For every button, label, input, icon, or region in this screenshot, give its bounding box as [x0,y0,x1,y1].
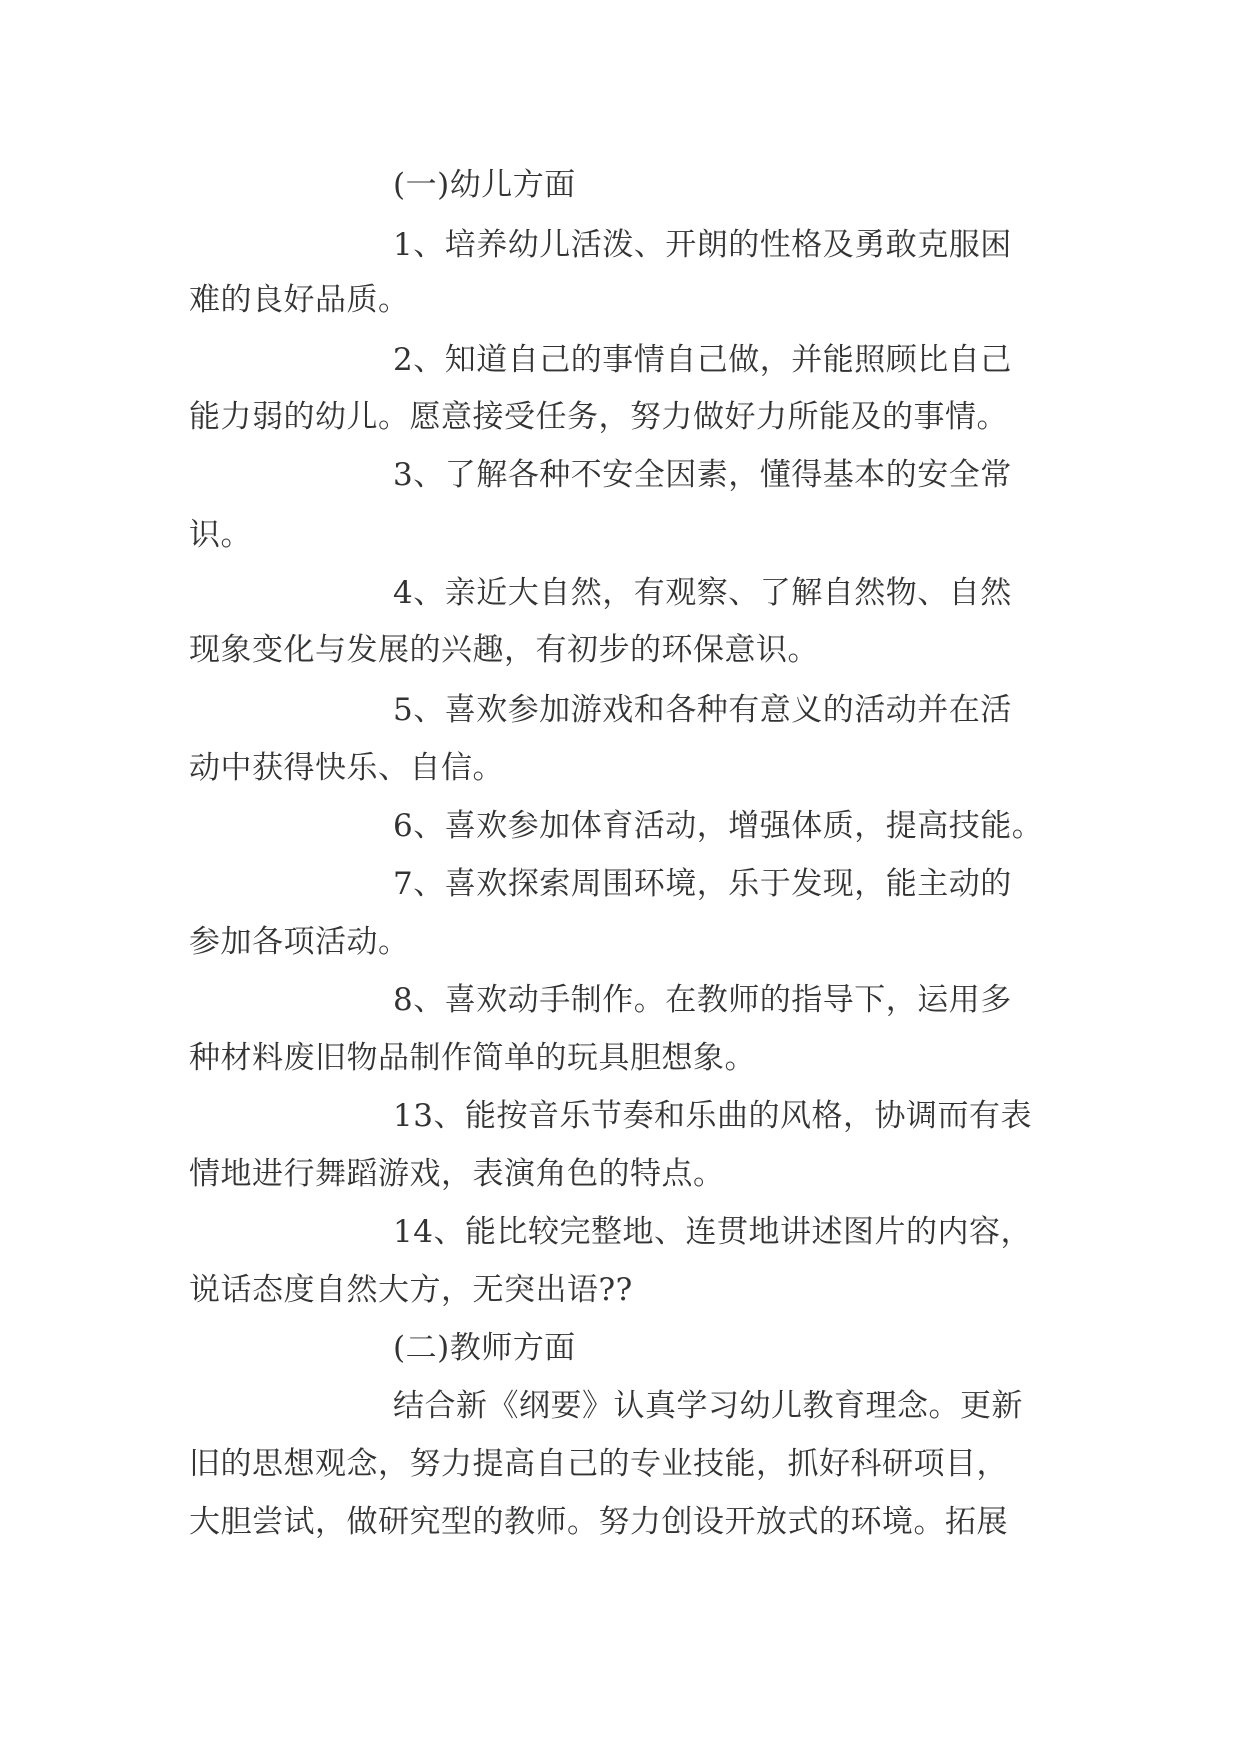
paragraph-line: 13、能按音乐节奏和乐曲的风格，协调而有表 [393,1098,1032,1134]
paragraph-line: 动中获得快乐、自信。 [189,750,504,786]
paragraph-line: 8、喜欢动手制作。在教师的指导下，运用多 [393,982,1012,1018]
paragraph-line: 14、能比较完整地、连贯地讲述图片的内容， [393,1214,1032,1250]
paragraph-line: 说话态度自然大方，无突出语?? [189,1272,633,1308]
paragraph-line: 大胆尝试，做研究型的教师。努力创设开放式的环境。拓展 [189,1504,1008,1540]
paragraph-line: 参加各项活动。 [189,924,410,960]
paragraph-line: 3、了解各种不安全因素，懂得基本的安全常 [393,457,1012,493]
paragraph-line: 种材料废旧物品制作简单的玩具胆想象。 [189,1040,756,1076]
paragraph-line: 4、亲近大自然，有观察、了解自然物、自然 [393,575,1012,611]
paragraph-line: 1、培养幼儿活泼、开朗的性格及勇敢克服困 [393,227,1012,263]
section-heading-children: (一)幼儿方面 [393,167,576,203]
paragraph-line: 情地进行舞蹈游戏，表演角色的特点。 [189,1156,725,1192]
paragraph-line: 5、喜欢参加游戏和各种有意义的活动并在活 [393,692,1012,728]
section-heading-teachers: (二)教师方面 [393,1330,576,1366]
paragraph-line: 识。 [189,517,252,553]
paragraph-line: 旧的思想观念，努力提高自己的专业技能，抓好科研项目， [189,1446,1008,1482]
paragraph-line: 2、知道自己的事情自己做，并能照顾比自己 [393,342,1012,378]
paragraph-line: 结合新《纲要》认真学习幼儿教育理念。更新 [393,1388,1023,1424]
paragraph-line: 现象变化与发展的兴趣，有初步的环保意识。 [189,632,819,668]
paragraph-line: 难的良好品质。 [189,282,410,318]
paragraph-line: 7、喜欢探索周围环境，乐于发现，能主动的 [393,866,1012,902]
paragraph-line: 6、喜欢参加体育活动，增强体质，提高技能。 [393,808,1044,844]
paragraph-line: 能力弱的幼儿。愿意接受任务，努力做好力所能及的事情。 [189,399,1008,435]
